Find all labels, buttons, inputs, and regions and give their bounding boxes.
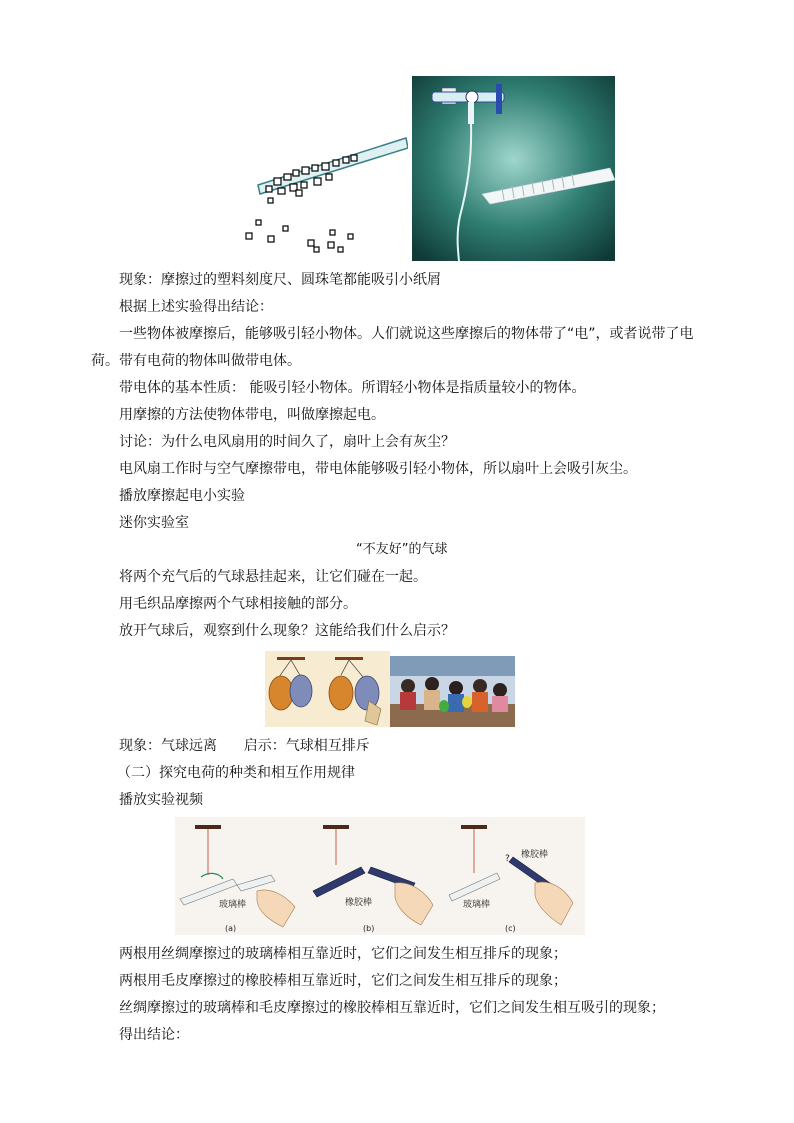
label-rubber-b: 橡胶棒: [345, 898, 373, 908]
para1-line1: 一些物体被摩擦后，能够吸引轻小物体。人们就说这些摩擦后的物体带了“电”，或者说带了电: [119, 326, 694, 342]
ruler-paper-figure: [238, 130, 408, 255]
result-3: 丝绸摩擦过的玻璃棒和毛皮摩擦过的橡胶棒相互靠近时，它们之间发生相互吸引的现象；: [119, 1000, 665, 1016]
result-2: 两根用毛皮摩擦过的橡胶棒相互靠近时，它们之间发生相互排斥的现象；: [119, 973, 567, 989]
rod-experiment-figure: [175, 817, 585, 935]
caption-c: (c): [505, 924, 516, 933]
step-3: 放开气球后，观察到什么现象？这能给我们什么启示？: [119, 623, 455, 639]
para1-line2: 荷。带有电荷的物体叫做带电体。: [91, 353, 301, 369]
children-balloon-photo: [390, 656, 515, 727]
result-1: 两根用丝绸摩擦过的玻璃棒相互靠近时，它们之间发生相互排斥的现象；: [119, 946, 567, 962]
section-2-heading: （二）探究电荷的种类和相互作用规律: [117, 765, 355, 781]
label-question: ?: [505, 854, 510, 864]
mini-lab-heading: 迷你实验室: [119, 515, 189, 531]
balloon-title: “不友好”的气球: [356, 542, 448, 557]
conclusion-intro: 根据上述实验得出结论：: [119, 299, 273, 315]
play-video-2: 播放实验视频: [119, 792, 203, 808]
comb-water-photo: [412, 76, 615, 261]
property-line: 带电体的基本性质： 能吸引轻小物体。所谓轻小物体是指质量较小的物体。: [119, 380, 586, 396]
play-video-1: 播放摩擦起电小实验: [119, 488, 245, 504]
phenomenon-2: 现象：气球远离 启示：气球相互排斥: [119, 738, 370, 754]
conclusion-2: 得出结论：: [119, 1027, 189, 1043]
label-glass-a: 玻璃棒: [219, 900, 247, 910]
step-2: 用毛织品摩擦两个气球相接触的部分。: [119, 596, 357, 612]
phenomenon-1: 现象：摩擦过的塑料刻度尺、圆珠笔都能吸引小纸屑: [119, 272, 441, 288]
caption-b: (b): [363, 924, 375, 933]
step-1: 将两个充气后的气球悬挂起来，让它们碰在一起。: [119, 569, 427, 585]
answer-line: 电风扇工作时与空气摩擦带电，带电体能够吸引轻小物体，所以扇叶上会吸引灰尘。: [119, 461, 637, 477]
caption-a: (a): [225, 924, 237, 933]
label-glass-c: 玻璃棒: [463, 900, 491, 910]
balloon-illustration: [265, 651, 390, 727]
definition-line: 用摩擦的方法使物体带电，叫做摩擦起电。: [119, 407, 385, 423]
discussion-line: 讨论：为什么电风扇用的时间久了，扇叶上会有灰尘？: [119, 434, 455, 450]
label-rubber-c: 橡胶棒: [521, 850, 549, 860]
